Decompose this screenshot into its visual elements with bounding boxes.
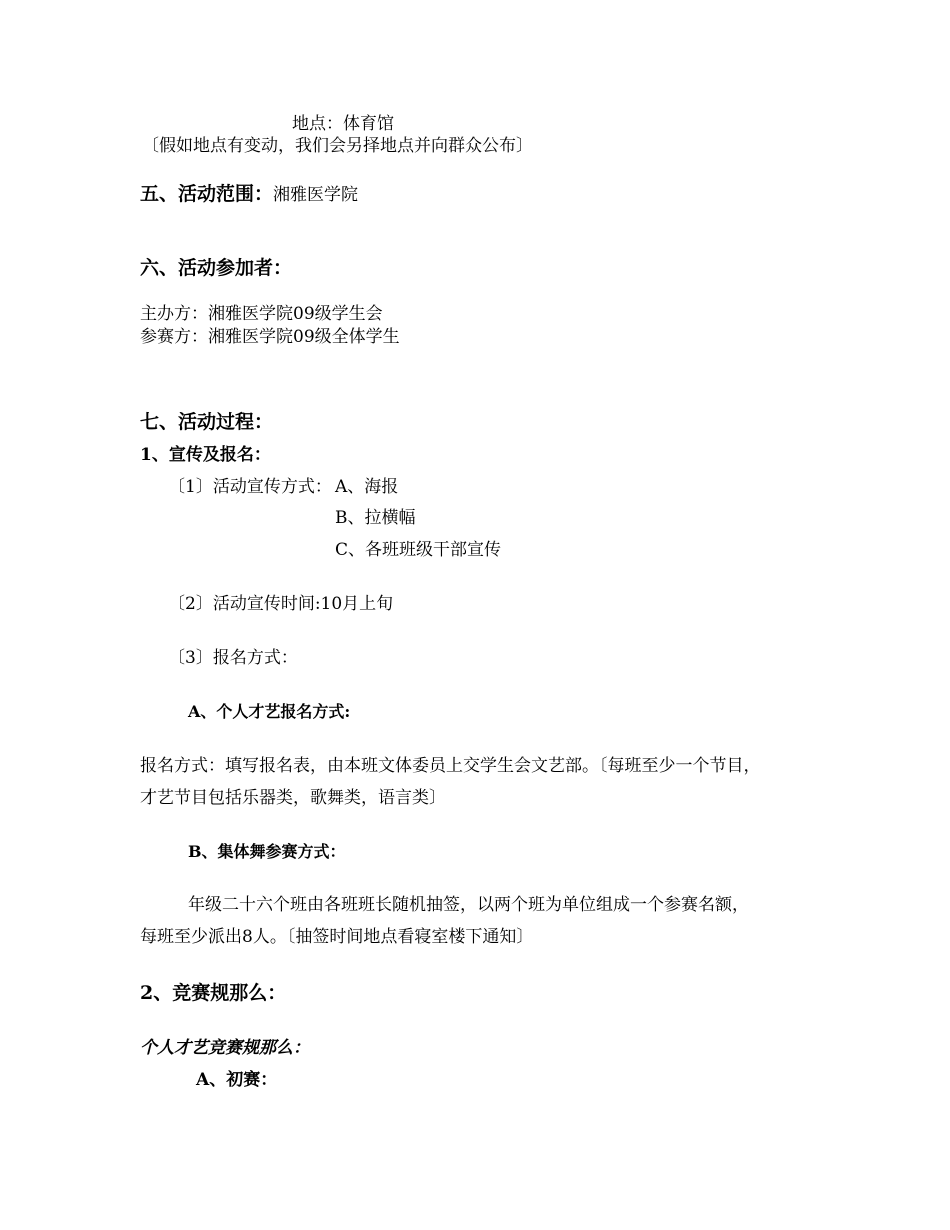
preliminary-heading: A、初赛： [196, 1070, 278, 1090]
section5-heading [140, 185, 358, 204]
section5-title: 五、活动范围： [140, 183, 274, 205]
publicity-option-a: A、海报 [335, 477, 399, 497]
group-dance-text-1: 年级二十六个班由各班班长随机抽签，以两个班为单位组成一个参赛名额， [188, 895, 749, 915]
publicity-method-label: 〔1〕活动宣传方式： [168, 477, 332, 497]
registration-method-label: 〔3〕报名方式： [168, 648, 298, 668]
organizer-line: 主办方：湘雅医学院09级学生会 [140, 304, 383, 324]
publicity-option-b: B、拉横幅 [335, 508, 416, 528]
individual-rules-heading: 个人才艺竞赛规那么： [140, 1038, 310, 1058]
individual-registration-text-2: 才艺节目包括乐器类，歌舞类，语言类〕 [140, 788, 446, 808]
venue-note: 〔假如地点有变动，我们会另择地点并向群众公布〕 [142, 136, 533, 156]
section7-heading: 七、活动过程： [140, 411, 274, 433]
participants-line: 参赛方：湘雅医学院09级全体学生 [140, 327, 400, 347]
publicity-option-c: C、各班班级干部宣传 [335, 540, 502, 560]
section6-heading: 六、活动参加者： [140, 257, 293, 279]
group-dance-heading: B、集体舞参赛方式： [188, 842, 346, 861]
venue-location: 地点：体育馆 [292, 114, 394, 134]
rules-heading: 2、竞赛规那么： [140, 982, 287, 1004]
individual-registration-text-1: 报名方式：填写报名表，由本班文体委员上交学生会文艺部。〔每班至少一个节目， [140, 756, 761, 776]
individual-registration-heading: A、个人才艺报名方式: [188, 702, 351, 721]
publicity-time: 〔2〕活动宣传时间:10月上旬 [168, 594, 394, 614]
group-dance-text-2: 每班至少派出8人。〔抽签时间地点看寝室楼下通知〕 [140, 927, 534, 947]
subsection-publicity-heading: 1、宣传及报名： [140, 445, 271, 465]
section5-value: 湘雅医学院 [273, 185, 359, 205]
